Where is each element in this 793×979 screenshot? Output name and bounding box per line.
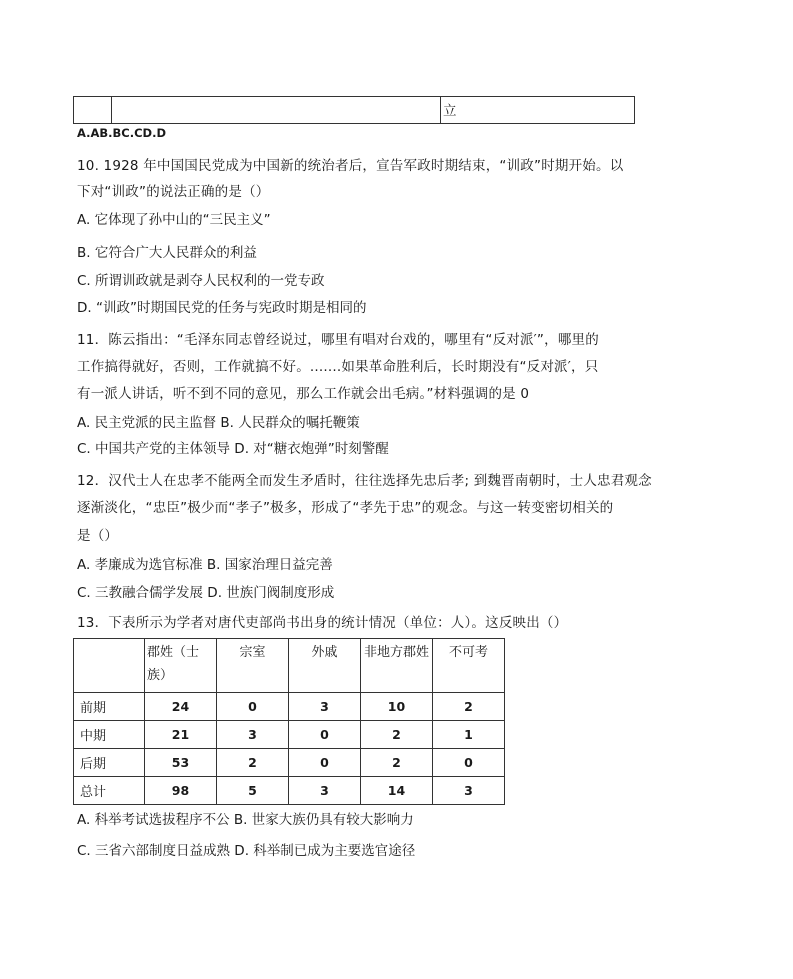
table-header-cell: 外戚 bbox=[289, 639, 361, 693]
table-divider bbox=[440, 97, 441, 123]
table-header-cell bbox=[74, 639, 145, 693]
q13-option-ab: A. 科举考试选拔程序不公 B. 世家大族仍具有较大影响力 bbox=[77, 812, 414, 828]
table-header-cell: 郡姓（士族） bbox=[145, 639, 217, 693]
table-cell: 53 bbox=[145, 749, 217, 777]
q10-option-d: D. “训政”时期国民党的任务与宪政时期是相同的 bbox=[77, 300, 367, 316]
q11-option-ab: A. 民主党派的民主监督 B. 人民群众的嘱托鞭策 bbox=[77, 415, 360, 431]
table-header-cell: 非地方郡姓 bbox=[361, 639, 433, 693]
q12-option-cd: C. 三教融合儒学发展 D. 世族门阀制度形成 bbox=[77, 585, 335, 601]
table-cell: 21 bbox=[145, 721, 217, 749]
q11-stem-line-3: 有一派人讲话，听不到不同的意见，那么工作就会出毛病。”材料强调的是 0 bbox=[77, 386, 530, 402]
table-row bbox=[74, 721, 505, 749]
q12-stem-line-3: 是（） bbox=[77, 528, 119, 544]
table-cell: 立 bbox=[443, 103, 457, 119]
table-cell: 0 bbox=[217, 693, 289, 721]
table-cell: 3 bbox=[289, 777, 361, 805]
q13-option-cd: C. 三省六部制度日益成熟 D. 科举制已成为主要选官途径 bbox=[77, 843, 416, 859]
table-cell: 前期 bbox=[74, 693, 145, 721]
table-cell: 后期 bbox=[74, 749, 145, 777]
answer-options-row: A.AB.BC.CD.D bbox=[77, 126, 166, 140]
table-cell: 2 bbox=[433, 693, 505, 721]
table-cell: 1 bbox=[433, 721, 505, 749]
table-cell: 3 bbox=[217, 721, 289, 749]
q10-stem-line-1: 10. 1928 年中国国民党成为中国新的统治者后，宣告军政时期结束，“训政”时期开始。以 bbox=[77, 158, 624, 174]
table-cell: 2 bbox=[361, 721, 433, 749]
table-header-cell: 不可考 bbox=[433, 639, 505, 693]
q13-stem: 13．下表所示为学者对唐代吏部尚书出身的统计情况（单位：人）。这反映出（） bbox=[77, 615, 568, 631]
table-header-cell: 宗室 bbox=[217, 639, 289, 693]
table-cell: 24 bbox=[145, 693, 217, 721]
table-cell: 0 bbox=[433, 749, 505, 777]
q10-option-b: B. 它符合广大人民群众的利益 bbox=[77, 245, 257, 261]
q12-stem-line-1: 12．汉代士人在忠孝不能两全而发生矛盾时，往往选择先忠后孝; 到魏晋南朝时，士人忠君观念 bbox=[77, 473, 652, 489]
q11-option-cd: C. 中国共产党的主体领导 D. 对“糖衣炮弹”时刻警醒 bbox=[77, 441, 389, 457]
q10-option-c: C. 所谓训政就是剥夺人民权利的一党专政 bbox=[77, 273, 325, 289]
partial-table-row bbox=[73, 96, 635, 124]
q10-stem-line-2: 下对“训政”的说法正确的是（） bbox=[77, 184, 270, 200]
table-cell: 2 bbox=[361, 749, 433, 777]
q11-stem-line-2: 工作搞得就好，否则，工作就搞不好。.......如果革命胜利后，长时期没有“反对派′，只 bbox=[77, 359, 599, 375]
statistics-table bbox=[73, 638, 505, 805]
table-cell: 3 bbox=[433, 777, 505, 805]
table-row bbox=[74, 749, 505, 777]
table-divider bbox=[111, 97, 112, 123]
table-cell: 总计 bbox=[74, 777, 145, 805]
table-row bbox=[74, 693, 505, 721]
q12-stem-line-2: 逐渐淡化，“忠臣”极少而“孝子”极多，形成了“孝先于忠”的观念。与这一转变密切相关的 bbox=[77, 500, 614, 516]
table-cell: 14 bbox=[361, 777, 433, 805]
table-header-row bbox=[74, 639, 505, 693]
q10-option-a: A. 它体现了孙中山的“三民主义” bbox=[77, 212, 271, 228]
table-cell: 3 bbox=[289, 693, 361, 721]
table-cell: 2 bbox=[217, 749, 289, 777]
table-row bbox=[74, 777, 505, 805]
q11-stem-line-1: 11．陈云指出：“毛泽东同志曾经说过，哪里有唱对台戏的，哪里有“反对派′”，哪里的 bbox=[77, 332, 599, 348]
table-cell: 中期 bbox=[74, 721, 145, 749]
table-cell: 5 bbox=[217, 777, 289, 805]
table-cell: 0 bbox=[289, 721, 361, 749]
q12-option-ab: A. 孝廉成为选官标准 B. 国家治理日益完善 bbox=[77, 557, 333, 573]
table-cell: 98 bbox=[145, 777, 217, 805]
table-cell: 0 bbox=[289, 749, 361, 777]
table-cell: 10 bbox=[361, 693, 433, 721]
